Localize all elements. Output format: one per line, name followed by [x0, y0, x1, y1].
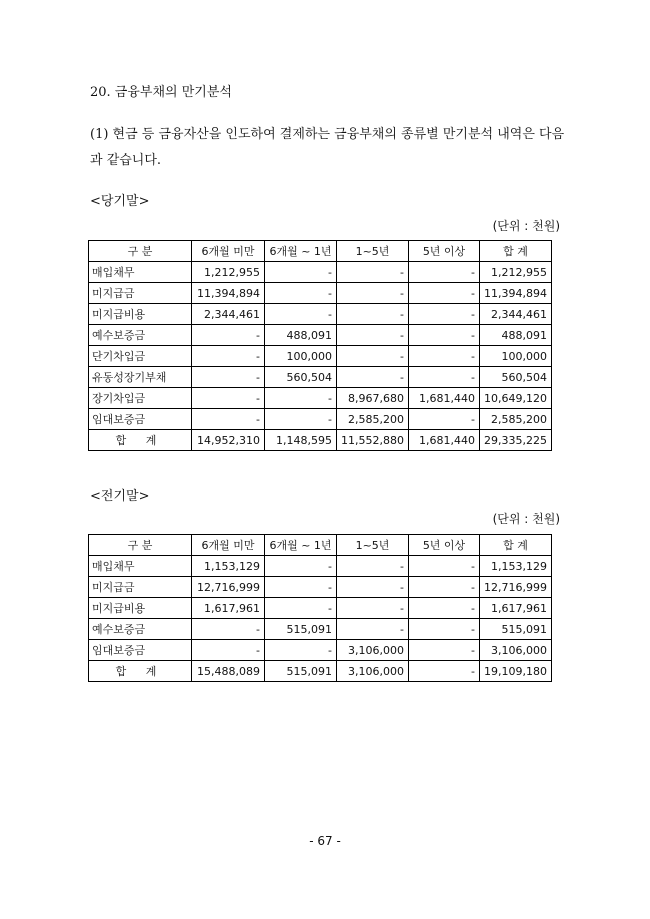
table-cell: -	[409, 283, 480, 304]
table-cell: 100,000	[265, 346, 337, 367]
total-cell: 29,335,225	[480, 430, 552, 451]
column-header: 합 계	[480, 241, 552, 262]
table-cell: -	[409, 325, 480, 346]
row-category: 임대보증금	[89, 640, 192, 661]
row-category: 단기차입금	[89, 346, 192, 367]
total-cell: -	[409, 661, 480, 682]
table-cell: 1,617,961	[192, 598, 265, 619]
table-cell: 560,504	[265, 367, 337, 388]
table-cell: -	[409, 262, 480, 283]
table-cell: -	[409, 409, 480, 430]
table-cell: 3,106,000	[480, 640, 552, 661]
table-cell: -	[337, 598, 409, 619]
table-cell: -	[192, 346, 265, 367]
current-period-label: <당기말>	[90, 194, 150, 209]
intro-paragraph: (1) 현금 등 금융자산을 인도하여 결제하는 금융부채의 종류별 만기분석 내역은 다음과 같습니다.	[90, 127, 565, 168]
table-header-row	[89, 241, 552, 262]
table-cell: 1,212,955	[480, 262, 552, 283]
table-cell: 2,344,461	[192, 304, 265, 325]
row-category: 미지급비용	[89, 304, 192, 325]
table-cell: -	[337, 367, 409, 388]
column-header: 합 계	[480, 535, 552, 556]
table-cell: 1,617,961	[480, 598, 552, 619]
table-cell: 100,000	[480, 346, 552, 367]
table-cell: 11,394,894	[480, 283, 552, 304]
total-cell: 14,952,310	[192, 430, 265, 451]
table-cell: -	[265, 388, 337, 409]
table-cell: -	[265, 640, 337, 661]
table-cell: -	[409, 367, 480, 388]
table-cell: 10,649,120	[480, 388, 552, 409]
row-category: 예수보증금	[89, 619, 192, 640]
total-label: 합 계	[89, 661, 192, 682]
table-cell: 3,106,000	[337, 640, 409, 661]
table-cell: -	[192, 325, 265, 346]
table-row	[89, 325, 552, 346]
row-category: 미지급금	[89, 283, 192, 304]
table-cell: 12,716,999	[192, 577, 265, 598]
table-cell: -	[192, 409, 265, 430]
current-maturity-table	[88, 240, 552, 451]
table-cell: -	[192, 619, 265, 640]
table-cell: 515,091	[265, 619, 337, 640]
table-row	[89, 598, 552, 619]
column-header: 구 분	[89, 535, 192, 556]
table-cell: -	[192, 640, 265, 661]
table-cell: 12,716,999	[480, 577, 552, 598]
table-cell: -	[337, 325, 409, 346]
table-cell: 1,153,129	[480, 556, 552, 577]
table-cell: -	[265, 409, 337, 430]
table-cell: 488,091	[480, 325, 552, 346]
table-cell: 1,153,129	[192, 556, 265, 577]
column-header: 1~5년	[337, 241, 409, 262]
row-category: 장기차입금	[89, 388, 192, 409]
prior-unit-label: (단위 : 천원)	[492, 512, 560, 526]
prior-period-label: <전기말>	[90, 489, 150, 504]
column-header: 6개월 미만	[192, 535, 265, 556]
row-category: 매입채무	[89, 556, 192, 577]
column-header: 5년 이상	[409, 535, 480, 556]
total-cell: 19,109,180	[480, 661, 552, 682]
table-row	[89, 640, 552, 661]
column-header: 6개월 ~ 1년	[265, 535, 337, 556]
table-cell: 1,681,440	[409, 388, 480, 409]
table-row	[89, 262, 552, 283]
table-row	[89, 283, 552, 304]
table-row	[89, 619, 552, 640]
section-heading: 20. 금융부채의 만기분석	[90, 85, 232, 100]
table-cell: -	[409, 577, 480, 598]
row-category: 미지급비용	[89, 598, 192, 619]
row-category: 임대보증금	[89, 409, 192, 430]
table-cell: -	[409, 304, 480, 325]
column-header: 1~5년	[337, 535, 409, 556]
table-cell: 2,585,200	[337, 409, 409, 430]
table-cell: -	[265, 598, 337, 619]
table-row	[89, 409, 552, 430]
table-cell: 2,585,200	[480, 409, 552, 430]
table-row	[89, 367, 552, 388]
total-cell: 1,681,440	[409, 430, 480, 451]
table-cell: -	[337, 577, 409, 598]
table-cell: -	[265, 262, 337, 283]
total-cell: 515,091	[265, 661, 337, 682]
row-category: 미지급금	[89, 577, 192, 598]
total-label: 합 계	[89, 430, 192, 451]
table-cell: 560,504	[480, 367, 552, 388]
table-cell: -	[192, 367, 265, 388]
table-cell: -	[265, 556, 337, 577]
total-cell: 1,148,595	[265, 430, 337, 451]
table-cell: -	[409, 640, 480, 661]
table-cell: -	[265, 283, 337, 304]
total-cell: 11,552,880	[337, 430, 409, 451]
table-cell: 8,967,680	[337, 388, 409, 409]
table-cell: -	[265, 577, 337, 598]
table-cell: -	[337, 346, 409, 367]
table-cell: -	[337, 283, 409, 304]
total-cell: 15,488,089	[192, 661, 265, 682]
table-cell: -	[409, 346, 480, 367]
row-category: 예수보증금	[89, 325, 192, 346]
total-row	[89, 661, 552, 682]
table-cell: -	[409, 619, 480, 640]
table-cell: -	[337, 619, 409, 640]
table-row	[89, 556, 552, 577]
table-cell: -	[409, 556, 480, 577]
column-header: 5년 이상	[409, 241, 480, 262]
table-cell: 488,091	[265, 325, 337, 346]
current-unit-label: (단위 : 천원)	[492, 219, 560, 233]
column-header: 6개월 ~ 1년	[265, 241, 337, 262]
table-cell: -	[337, 556, 409, 577]
row-category: 유동성장기부채	[89, 367, 192, 388]
table-cell: -	[265, 304, 337, 325]
table-cell: -	[337, 262, 409, 283]
total-cell: 3,106,000	[337, 661, 409, 682]
page-number: - 67 -	[309, 834, 341, 848]
table-row	[89, 388, 552, 409]
table-cell: 515,091	[480, 619, 552, 640]
table-cell: 2,344,461	[480, 304, 552, 325]
table-row	[89, 577, 552, 598]
table-cell: -	[409, 598, 480, 619]
table-cell: -	[337, 304, 409, 325]
total-row	[89, 430, 552, 451]
table-header-row	[89, 535, 552, 556]
row-category: 매입채무	[89, 262, 192, 283]
table-cell: -	[192, 388, 265, 409]
column-header: 구 분	[89, 241, 192, 262]
table-cell: 1,212,955	[192, 262, 265, 283]
table-row	[89, 346, 552, 367]
prior-maturity-table	[88, 534, 552, 682]
column-header: 6개월 미만	[192, 241, 265, 262]
table-row	[89, 304, 552, 325]
table-cell: 11,394,894	[192, 283, 265, 304]
